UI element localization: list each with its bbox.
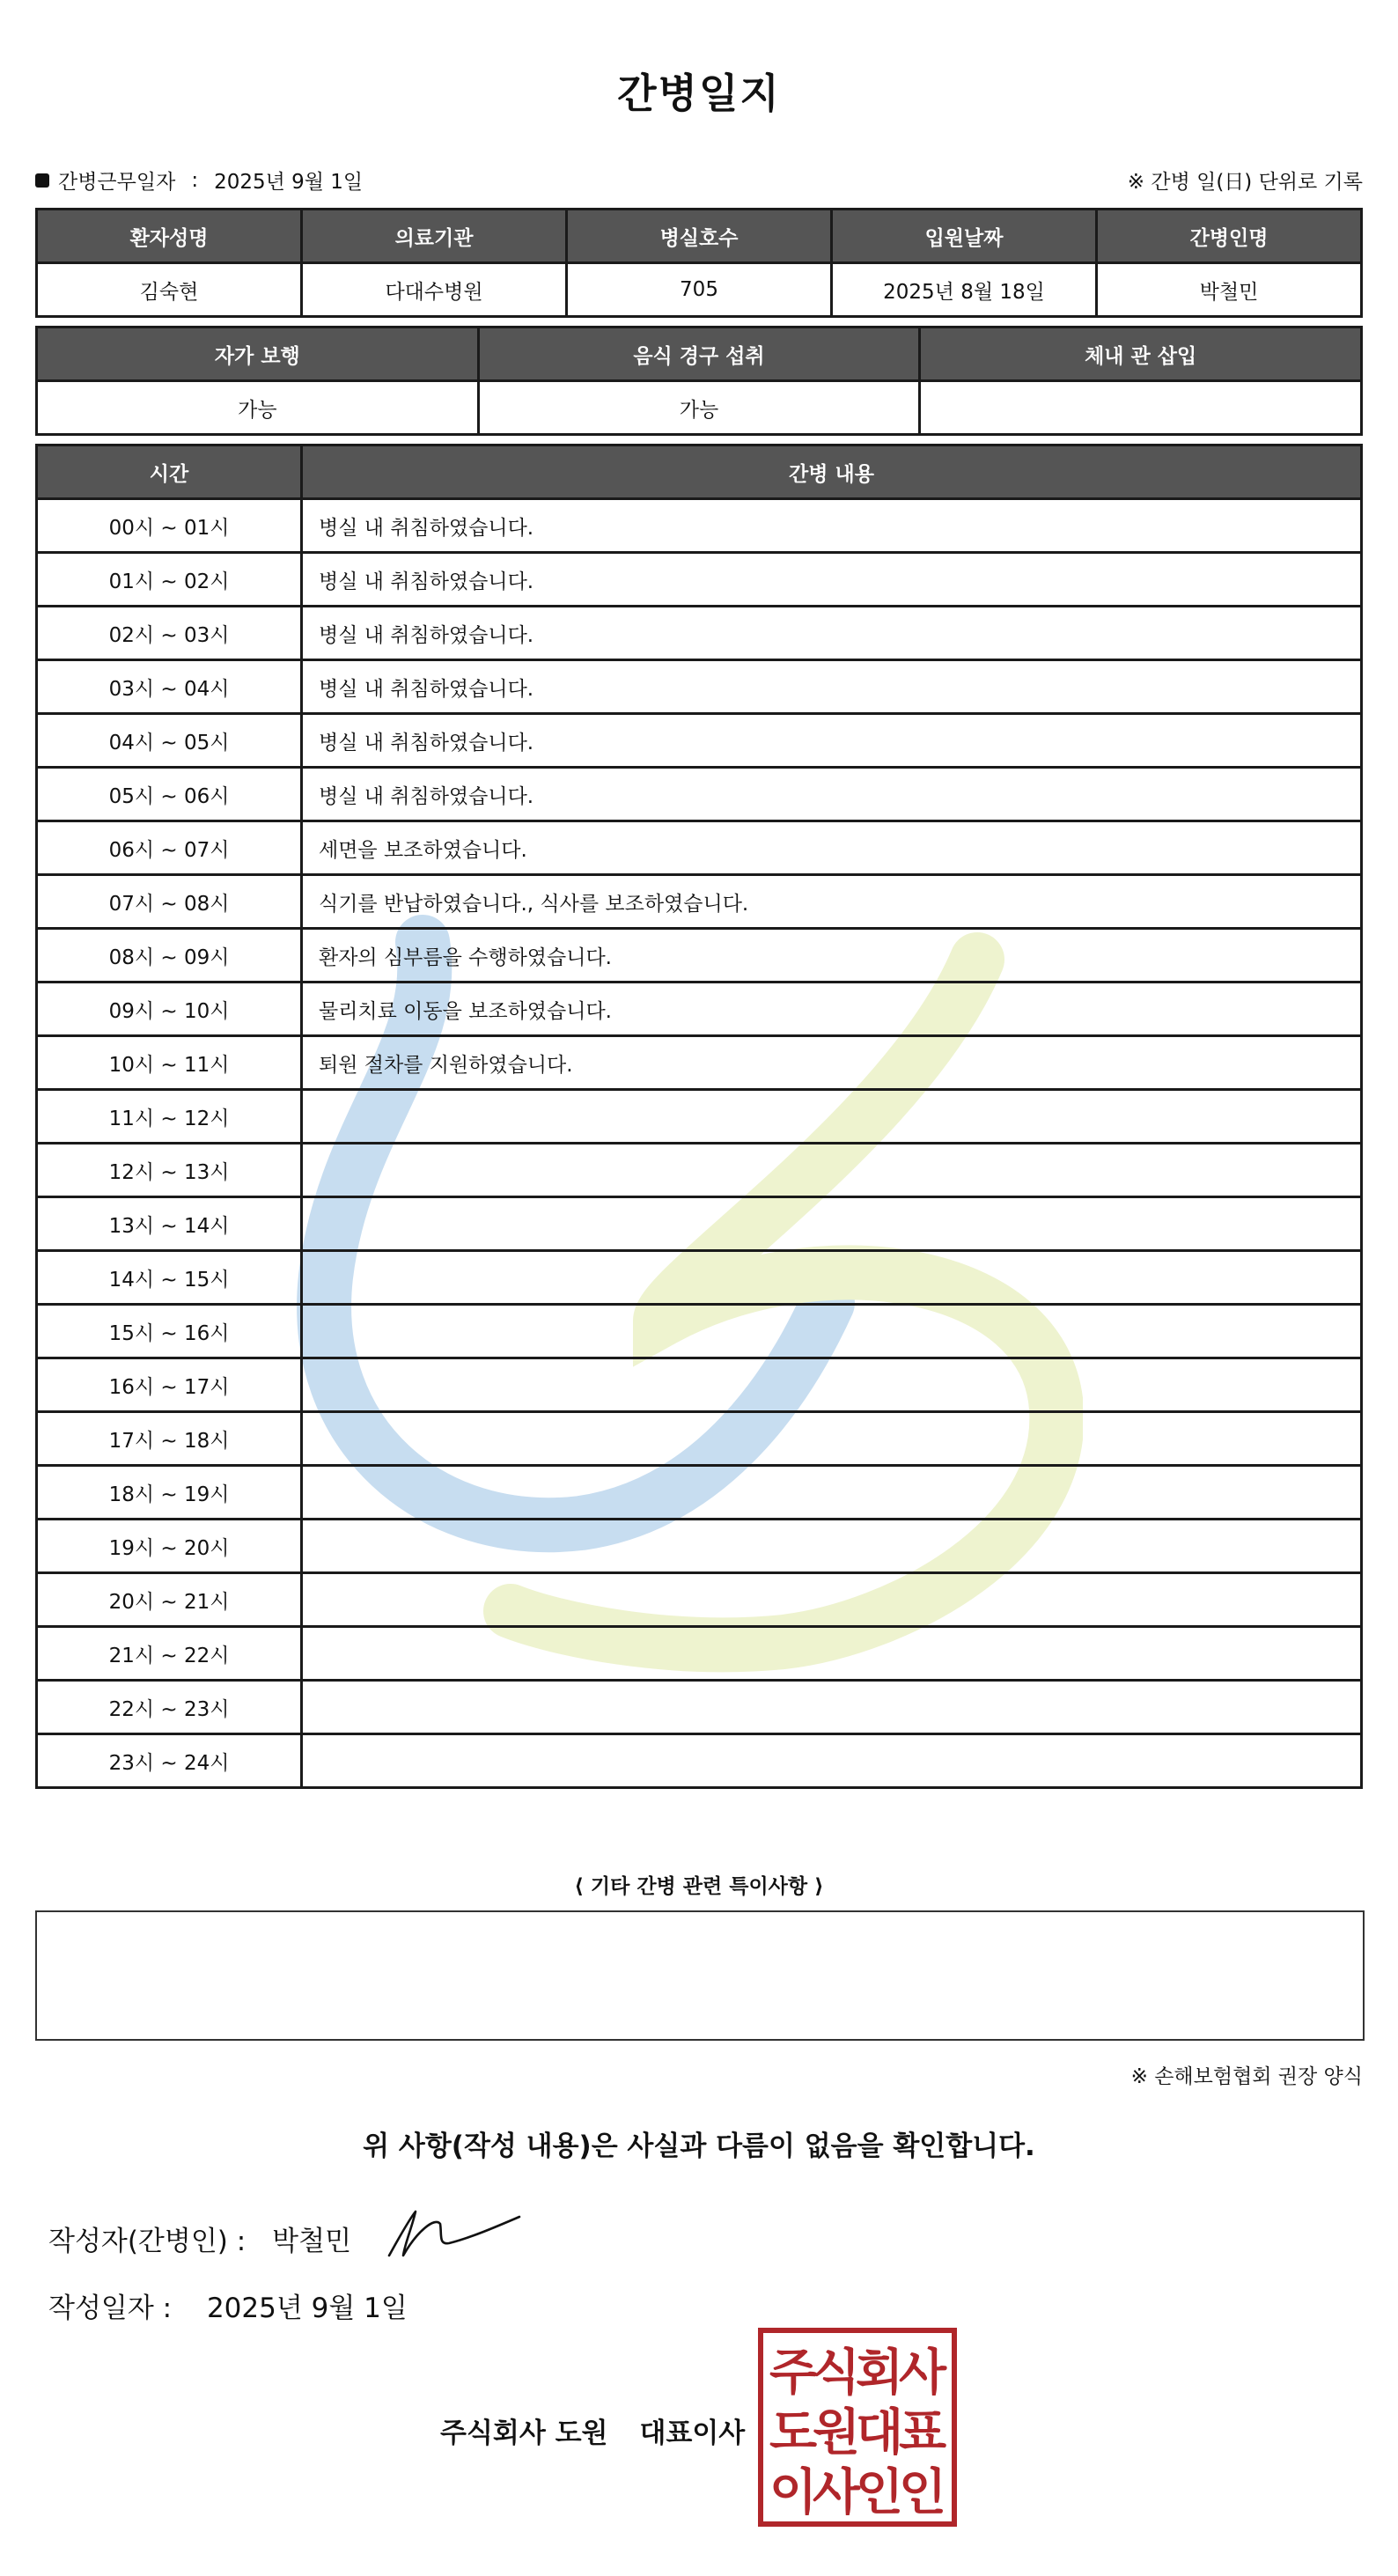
svg-text:이: 이 <box>769 2464 818 2521</box>
care-log-row <box>37 929 1362 983</box>
care-log-row <box>37 1305 1362 1358</box>
care-log-content[interactable] <box>302 1573 1362 1627</box>
svg-text:식: 식 <box>812 2344 861 2402</box>
ceo-title: 대표이사 <box>639 2418 746 2449</box>
care-log-row <box>37 768 1362 821</box>
care-log-content[interactable] <box>302 1251 1362 1305</box>
care-log-content[interactable] <box>302 1681 1362 1734</box>
care-log-content[interactable]: 세면을 보조하였습니다. <box>302 821 1362 875</box>
svg-text:인: 인 <box>898 2464 947 2521</box>
care-log-content[interactable] <box>302 1734 1362 1788</box>
care-log-time: 18시 ~ 19시 <box>37 1466 302 1520</box>
care-log-content[interactable]: 병실 내 취침하였습니다. <box>302 553 1362 607</box>
svg-text:회: 회 <box>855 2344 904 2402</box>
document-title: 간병일지 <box>617 70 781 117</box>
care-log-content[interactable] <box>302 1305 1362 1358</box>
care-log-time: 14시 ~ 15시 <box>37 1251 302 1305</box>
care-log-row <box>37 1251 1362 1305</box>
header-oral-intake: 음식 경구 섭취 <box>478 328 920 381</box>
care-log-content[interactable] <box>302 1627 1362 1681</box>
svg-text:대: 대 <box>855 2404 904 2462</box>
patient-name: 김숙현 <box>37 263 302 317</box>
ability-value-row <box>37 381 1362 435</box>
care-log-time: 05시 ~ 06시 <box>37 768 302 821</box>
svg-text:사: 사 <box>812 2464 861 2521</box>
care-log-row <box>37 1573 1362 1627</box>
work-date-separator: : <box>191 168 199 192</box>
care-log-row <box>37 660 1362 714</box>
header-caregiver-name: 간병인명 <box>1097 210 1362 263</box>
care-log-content[interactable]: 병실 내 취침하였습니다. <box>302 768 1362 821</box>
oral-intake-value: 가능 <box>478 381 920 435</box>
header-admission-date: 입원날짜 <box>832 210 1097 263</box>
writer-name: 박철민 <box>272 2226 352 2257</box>
care-log-row <box>37 1466 1362 1520</box>
care-log-content[interactable]: 퇴원 절차를 지원하였습니다. <box>302 1036 1362 1090</box>
care-log-content[interactable] <box>302 1358 1362 1412</box>
care-log-time: 06시 ~ 07시 <box>37 821 302 875</box>
care-log-time: 11시 ~ 12시 <box>37 1090 302 1144</box>
header-self-walking: 자가 보행 <box>37 328 479 381</box>
header-room-number: 병실호수 <box>567 210 832 263</box>
company-name: 주식회사 도원 <box>440 2418 608 2449</box>
writer-label: 작성자(간병인) : <box>48 2226 246 2257</box>
care-log-row <box>37 1520 1362 1573</box>
patient-info-table <box>35 208 1363 318</box>
care-log-row <box>37 821 1362 875</box>
care-log-row <box>37 607 1362 660</box>
care-log-time: 02시 ~ 03시 <box>37 607 302 660</box>
svg-text:원: 원 <box>812 2404 861 2462</box>
work-date-value: 2025년 9월 1일 <box>214 171 364 194</box>
care-log-content[interactable] <box>302 1466 1362 1520</box>
care-log-row <box>37 1681 1362 1734</box>
patient-info-value-row <box>37 263 1362 317</box>
handwritten-signature <box>386 2204 526 2263</box>
care-log-body <box>37 499 1362 1788</box>
ability-header-row <box>37 328 1362 381</box>
care-log-content[interactable]: 식기를 반납하였습니다., 식사를 보조하였습니다. <box>302 875 1362 929</box>
care-log-time: 00시 ~ 01시 <box>37 499 302 553</box>
care-log-time: 01시 ~ 02시 <box>37 553 302 607</box>
square-bullet-icon <box>35 173 49 188</box>
care-log-row <box>37 1144 1362 1197</box>
header-patient-name: 환자성명 <box>37 210 302 263</box>
care-log-content[interactable]: 병실 내 취침하였습니다. <box>302 607 1362 660</box>
care-log-content[interactable]: 물리치료 이동을 보조하였습니다. <box>302 983 1362 1036</box>
care-log-content[interactable] <box>302 1144 1362 1197</box>
svg-text:도: 도 <box>769 2404 818 2462</box>
care-log-content[interactable] <box>302 1090 1362 1144</box>
care-log-time: 17시 ~ 18시 <box>37 1412 302 1466</box>
admission-date: 2025년 8월 18일 <box>832 263 1097 317</box>
care-log-time: 20시 ~ 21시 <box>37 1573 302 1627</box>
care-log-row <box>37 1412 1362 1466</box>
care-log-row <box>37 1036 1362 1090</box>
care-log-row <box>37 1627 1362 1681</box>
room-number: 705 <box>567 263 832 317</box>
care-log-row <box>37 714 1362 768</box>
care-log-time: 21시 ~ 22시 <box>37 1627 302 1681</box>
care-log-row <box>37 1197 1362 1251</box>
care-log-content[interactable]: 환자의 심부름을 수행하였습니다. <box>302 929 1362 983</box>
care-log-time: 10시 ~ 11시 <box>37 1036 302 1090</box>
care-log-time: 22시 ~ 23시 <box>37 1681 302 1734</box>
care-log-content[interactable] <box>302 1412 1362 1466</box>
patient-info-header-row <box>37 210 1362 263</box>
care-log-row <box>37 553 1362 607</box>
care-log-time: 08시 ~ 09시 <box>37 929 302 983</box>
work-date <box>35 166 363 195</box>
hospital-name: 다대수병원 <box>302 263 567 317</box>
header-hospital: 의료기관 <box>302 210 567 263</box>
header-care-content: 간병 내용 <box>302 445 1362 499</box>
care-log-time: 16시 ~ 17시 <box>37 1358 302 1412</box>
care-log-row <box>37 983 1362 1036</box>
tube-insertion-value <box>920 381 1362 435</box>
care-log-time: 19시 ~ 20시 <box>37 1520 302 1573</box>
care-log-time: 03시 ~ 04시 <box>37 660 302 714</box>
care-log-content[interactable]: 병실 내 취침하였습니다. <box>302 714 1362 768</box>
care-log-row <box>37 1358 1362 1412</box>
care-log-header-row <box>37 445 1362 499</box>
care-log-row <box>37 875 1362 929</box>
svg-text:인: 인 <box>855 2464 904 2521</box>
care-log-row <box>37 499 1362 553</box>
company-signoff <box>440 2410 745 2450</box>
care-log-table <box>35 444 1363 1789</box>
work-date-label: 간병근무일자 <box>58 171 176 194</box>
header-tube-insertion: 체내 관 삽입 <box>920 328 1362 381</box>
written-date-line <box>48 2285 408 2325</box>
care-log-content[interactable] <box>302 1520 1362 1573</box>
care-log-time: 04시 ~ 05시 <box>37 714 302 768</box>
remarks-box[interactable] <box>35 1910 1365 2041</box>
svg-text:주: 주 <box>769 2344 818 2402</box>
svg-text:사: 사 <box>898 2344 947 2402</box>
company-seal-stamp <box>758 2328 957 2527</box>
self-walking-value: 가능 <box>37 381 479 435</box>
patient-ability-table <box>35 326 1363 436</box>
header-time: 시간 <box>37 445 302 499</box>
remarks-title: ⟨ 기타 간병 관련 특이사항 ⟩ <box>574 1875 824 1898</box>
written-date-value: 2025년 9월 1일 <box>206 2293 408 2324</box>
written-date-label: 작성일자 : <box>48 2293 173 2324</box>
care-log-time: 23시 ~ 24시 <box>37 1734 302 1788</box>
care-log-time: 12시 ~ 13시 <box>37 1144 302 1197</box>
care-log-time: 09시 ~ 10시 <box>37 983 302 1036</box>
caregiver-name: 박철민 <box>1097 263 1362 317</box>
care-log-content[interactable] <box>302 1197 1362 1251</box>
care-log-row <box>37 1090 1362 1144</box>
care-log-time: 07시 ~ 08시 <box>37 875 302 929</box>
svg-text:표: 표 <box>898 2404 947 2462</box>
unit-note: ※ 간병 일(日) 단위로 기록 <box>1127 171 1363 194</box>
care-log-content[interactable]: 병실 내 취침하였습니다. <box>302 660 1362 714</box>
writer-line <box>48 2219 351 2258</box>
care-log-time: 15시 ~ 16시 <box>37 1305 302 1358</box>
care-log-row <box>37 1734 1362 1788</box>
confirmation-statement: 위 사항(작성 내용)은 사실과 다름이 없음을 확인합니다. <box>363 2131 1035 2162</box>
recommend-note: ※ 손해보험협회 권장 양식 <box>1130 2065 1363 2088</box>
care-log-content[interactable]: 병실 내 취침하였습니다. <box>302 499 1362 553</box>
care-log-time: 13시 ~ 14시 <box>37 1197 302 1251</box>
